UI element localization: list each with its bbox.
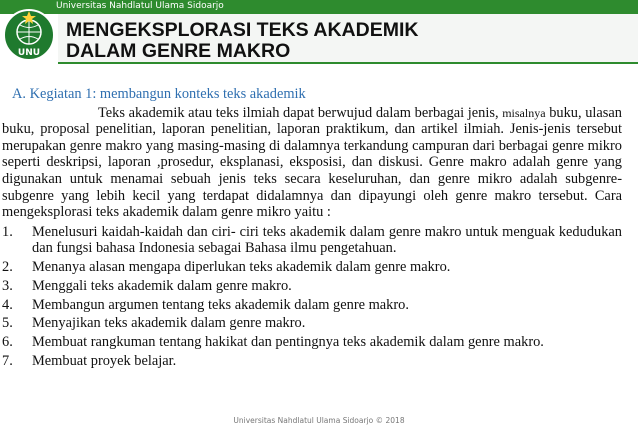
list-item-text: Menanya alasan mengapa diperlukan teks akademik dalam genre makro. [32,259,451,276]
list-item-number: 4. [2,296,13,313]
intro-paragraph [2,105,622,221]
footer: Universitas Nahdlatul Ulama Sidoarjo © 2018 [233,416,405,425]
paragraph-small-word: misalnya [502,105,546,120]
list-item-text: Menyajikan teks akademik dalam genre makro. [32,315,306,332]
title-line-2: DALAM GENRE MAKRO [66,40,291,62]
list-item [2,334,622,351]
list-item-number: 3. [2,277,13,294]
list-item-number: 7. [2,353,13,370]
list-item-number: 2. [2,259,13,276]
main-content [2,86,622,372]
list-item-text: Membangun argumen tentang teks akademik dalam genre makro. [32,296,409,313]
list-item [2,297,622,314]
logo-text: UNU [17,48,41,58]
page-title [66,20,626,62]
section-heading: A. Kegiatan 1: membangun konteks teks akademik [12,86,306,102]
list-item-number: 5. [2,315,13,332]
list-item [2,224,622,257]
list-item-number: 1. [2,223,13,240]
list-item [2,259,622,276]
top-bar [0,0,638,14]
list-item [2,353,622,370]
list-item-text: Menggali teks akademik dalam genre makro. [32,277,292,294]
list-item-text: Menelusuri kaidah-kaidah dan ciri- ciri teks akademik dalam genre makro untuk menguak kedudukan dan fungsi bahasa Indonesia sebagai Bahasa ilmu pengetahuan. [32,223,622,257]
steps-list [2,224,622,370]
list-item-text: Membuat rangkuman tentang hakikat dan pentingnya teks akademik dalam genre makro. [32,334,544,351]
title-line-1: MENGEKSPLORASI TEKS AKADEMIK [66,19,419,41]
institution-name: Universitas Nahdlatul Ulama Sidoarjo [56,1,224,11]
paragraph-start: Teks akademik atau teks ilmiah dapat berwujud dalam berbagai jenis, [98,104,499,121]
title-band [58,14,638,64]
list-item [2,278,622,295]
university-logo-icon [2,8,56,62]
paragraph-rest: buku, ulasan buku, proposal penelitian, laporan penelitian, laporan praktikum, dan artikel ilmiah. Jenis-jenis tersebut merupakan genre makro yang masing-masing di dalamnya terkandung campuran dari berbagai genre mikro seperti deskripsi, laporan ,prosedur, eksplanasi, eksposisi, dan diskusi. Genre makro adalah genre yang digunakan untuk menamai sebuah jenis teks secara keseluruhan, dan genre mikro adalah subgenre-subgenre yang lebih kecil yang terdapat didalamnya dan dipayungi oleh genre makro tersebut. Cara mengeksplorasi teks akademik dalam genre mikro yaitu : [2,104,622,221]
list-item-text: Membuat proyek belajar. [32,353,177,370]
list-item [2,315,622,332]
list-item-number: 6. [2,334,13,351]
